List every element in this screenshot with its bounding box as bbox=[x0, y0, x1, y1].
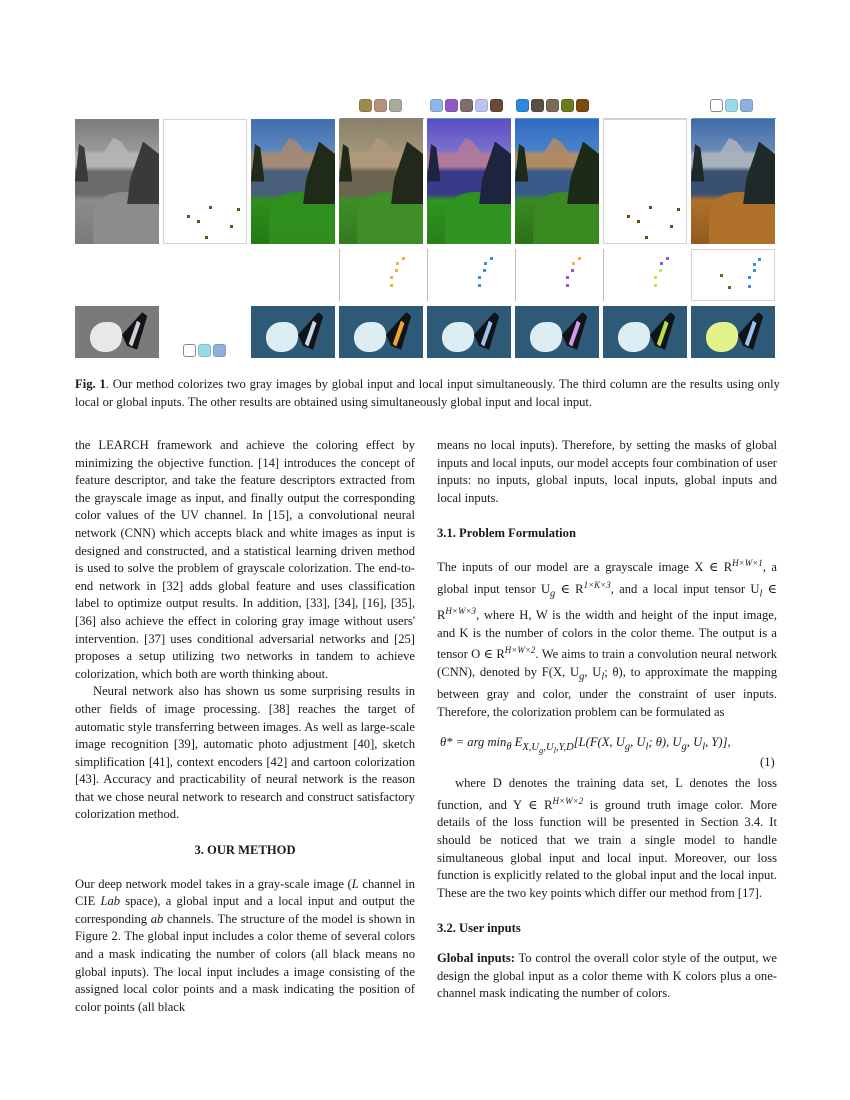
paragraph: where D denotes the training data set, L denotes the loss function, and Y ∈ $R^{H\times W\times 2}$ is ground truth image color. More details of the loss function will be presented in Section 3.4. It should be noticed that we train a single model to handle simultaneous global input and local input. Moreover, our loss function is explicitly related to the global input and the local input. These are the two key points which differ our method from [17]. bbox=[437, 776, 777, 900]
color-swatch bbox=[183, 344, 196, 357]
color-swatch bbox=[460, 99, 473, 112]
paragraph: the LEARCH framework and achieve the coloring effect by minimizing the objective function. [14] introduces the concept of feature descriptor, and take the feature descriptors extracted from the grayscale image as input, and finally output the corresponding color values of the UV channel. In [15], a convolutional neural network (CNN) which accepts black and white images as input is designed and constructed, and a statistical learning driven method is used to solve the problem of grayscale colorization. The end-to-end network in [32] adds global feature and uses classification label to optimize output results. In addition, [33], [34], [16], [35], [36] also achieve the effect in coloring gray image without users' intervention. [37] uses conditional adversarial networks and [25] proposes a setup utilizing two networks in tandem to achieve colorization, which both are worth thinking about. bbox=[75, 438, 415, 681]
color-swatch bbox=[725, 99, 738, 112]
local-color-point bbox=[566, 276, 569, 279]
caption-text: . Our method colorizes two gray images by global input and local input simultaneously. The third column are the results using only local or global inputs. The other results are obtained using simultaneously global input and local input. bbox=[75, 377, 780, 409]
local-points-blue bbox=[427, 249, 511, 301]
local-color-point bbox=[666, 257, 669, 260]
butterfly-result-orange bbox=[339, 306, 423, 358]
local-color-point bbox=[677, 208, 680, 211]
local-color-point bbox=[402, 257, 405, 260]
local-color-point bbox=[230, 225, 233, 228]
result-local-only bbox=[251, 119, 335, 244]
local-color-point bbox=[478, 276, 481, 279]
local-color-point bbox=[627, 215, 630, 218]
figure-caption bbox=[75, 375, 780, 411]
left-column bbox=[75, 437, 415, 1016]
result-theme-1 bbox=[339, 119, 423, 244]
equation-number: (1) bbox=[760, 755, 775, 769]
color-theme-2 bbox=[430, 99, 503, 112]
right-column bbox=[437, 437, 777, 722]
color-swatch bbox=[445, 99, 458, 112]
color-swatch bbox=[516, 99, 529, 112]
local-color-point bbox=[572, 262, 575, 265]
gray-landscape-input bbox=[75, 119, 159, 244]
local-color-point bbox=[483, 269, 486, 272]
butterfly-result-lime bbox=[603, 306, 687, 358]
local-color-point bbox=[649, 206, 652, 209]
local-color-point bbox=[187, 215, 190, 218]
butterfly-result-blue bbox=[427, 306, 511, 358]
subsection-heading: 3.1. Problem Formulation bbox=[437, 526, 576, 541]
color-swatch bbox=[531, 99, 544, 112]
local-color-point bbox=[396, 262, 399, 265]
local-color-point bbox=[637, 220, 640, 223]
caption-label: Fig. 1 bbox=[75, 377, 106, 391]
local-color-point bbox=[578, 257, 581, 260]
section-heading: 3. OUR METHOD bbox=[194, 843, 296, 858]
color-swatch bbox=[490, 99, 503, 112]
local-color-point bbox=[484, 262, 487, 265]
local-color-point bbox=[395, 269, 398, 272]
local-color-point bbox=[670, 225, 673, 228]
local-color-point bbox=[645, 236, 648, 239]
local-color-point bbox=[654, 284, 657, 287]
color-swatch bbox=[430, 99, 443, 112]
local-points-lime-purple bbox=[603, 249, 687, 301]
local-color-point bbox=[753, 269, 756, 272]
local-color-point bbox=[654, 276, 657, 279]
paragraph: Global inputs: To control the overall color style of the output, we design the global input as a color theme with K colors plus a one-channel mask indicating the number of colors. bbox=[437, 950, 777, 1001]
color-swatch bbox=[740, 99, 753, 112]
local-color-point bbox=[660, 262, 663, 265]
color-swatch bbox=[561, 99, 574, 112]
gray-butterfly-input bbox=[75, 306, 159, 358]
subsection-heading: 3.2. User inputs bbox=[437, 921, 521, 936]
color-swatch bbox=[576, 99, 589, 112]
butterfly-color-theme bbox=[183, 344, 226, 357]
butterfly-result-yellow-flower bbox=[691, 306, 775, 358]
local-color-point bbox=[753, 263, 756, 266]
butterfly-result-purple bbox=[515, 306, 599, 358]
local-color-point bbox=[197, 220, 200, 223]
local-color-point bbox=[748, 285, 751, 288]
local-color-point bbox=[490, 257, 493, 260]
local-points-canvas-2 bbox=[603, 119, 687, 244]
color-swatch bbox=[389, 99, 402, 112]
local-color-point bbox=[758, 258, 761, 261]
local-color-point bbox=[720, 274, 723, 277]
local-color-point bbox=[566, 284, 569, 287]
local-color-point bbox=[237, 208, 240, 211]
result-theme-3 bbox=[515, 119, 599, 244]
color-swatch bbox=[213, 344, 226, 357]
color-theme-4 bbox=[710, 99, 753, 112]
local-points-purple bbox=[515, 249, 599, 301]
color-theme-3 bbox=[516, 99, 589, 112]
local-color-point bbox=[205, 236, 208, 239]
paragraph: Our deep network model takes in a gray-scale image (L channel in CIE Lab space), a global input and a local input and output the corresponding ab channels. The structure of the model is shown in Figure 2. The global input includes a color theme of several colors and a mask indicating the number of colors (all black means no global inputs). The local input includes a image consisting of the assigned local color points and a mask indicating the position of color points (all black bbox=[75, 876, 415, 1014]
color-swatch bbox=[374, 99, 387, 112]
paragraph: Neural network also has shown us some surprising results in other fields of image processing. [38] reaches the target of automatic style transferring between images. As well as large-scale image recognition [39], automatic photo adjustment [40], sketch simplification [41], context encoders [42] and cartoon colorization [43]. Accuracy and practicability of neural network is the reason that we chose neural network to research and construct satisfactory colorization method. bbox=[75, 684, 415, 822]
result-theme-4 bbox=[691, 119, 775, 244]
local-color-point bbox=[390, 276, 393, 279]
color-swatch bbox=[359, 99, 372, 112]
paragraph: means no local inputs). Therefore, by setting the masks of global inputs and local inputs, our model accepts four combination of user inputs: no inputs, global inputs, local inputs, global inputs and local inputs. bbox=[437, 438, 777, 505]
local-color-point bbox=[571, 269, 574, 272]
local-color-point bbox=[209, 206, 212, 209]
local-color-point bbox=[659, 269, 662, 272]
local-color-point bbox=[478, 284, 481, 287]
equation-1: θ* = arg $\min_\theta E_{X,U_g,U_l,Y,D}[L(F(X$, $U_g$, $U_l$; θ), $U_g$, $U_l$, Y)], bbox=[440, 735, 731, 755]
result-theme-2 bbox=[427, 119, 511, 244]
color-swatch bbox=[198, 344, 211, 357]
local-color-point bbox=[748, 276, 751, 279]
paragraph: The inputs of our model are a grayscale image X ∈ $R^{H\times W\times 1}$, a global input tensor $U_g$ ∈ $R^{1\times K\times 3}$, and a local input tensor $U_l$ ∈ $R^{H\times W\times 3}$, where H, W is the width and height of the input image, and K is the number of colors in the color theme. The output is a tensor O ∈ $R^{H\times W\times 2}$. We aims to train a convolution neural network (CNN), denoted by F(X, $U_g$, $U_l$; θ), to approximate the mapping between gray and color, under the constraint of user inputs. Therefore, the colorization problem can be formulated as bbox=[437, 557, 777, 719]
color-swatch bbox=[546, 99, 559, 112]
butterfly-result-global bbox=[251, 306, 335, 358]
local-color-point bbox=[728, 286, 731, 289]
right-column-lower bbox=[437, 775, 777, 1003]
color-theme-1 bbox=[359, 99, 402, 112]
local-points-canvas-1 bbox=[163, 119, 247, 244]
color-swatch bbox=[475, 99, 488, 112]
color-swatch bbox=[710, 99, 723, 112]
local-color-point bbox=[390, 284, 393, 287]
local-points-mixed bbox=[691, 249, 775, 301]
local-points-orange bbox=[339, 249, 423, 301]
